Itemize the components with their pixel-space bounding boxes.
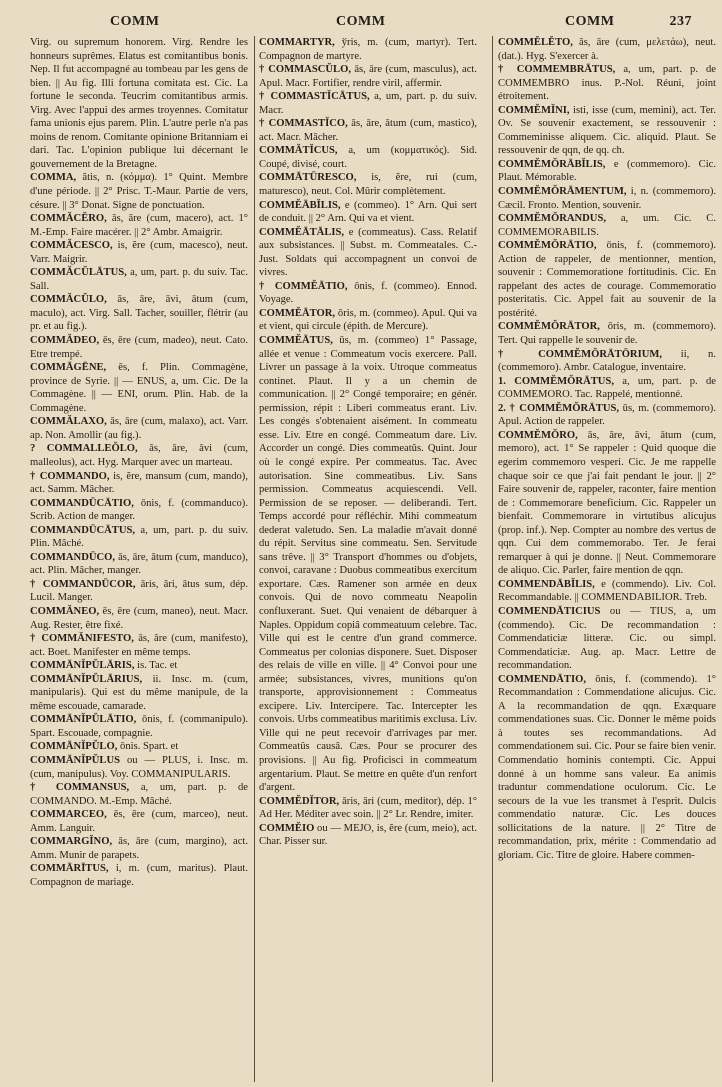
dictionary-entry: [259, 171, 477, 198]
entry-definition: āris, āri (cum, meditor), dép. 1° Ad Her. Méditer avec soin. || 2° Lr. Rendre, imiter.: [259, 795, 477, 821]
dictionary-entry: [30, 740, 248, 754]
entry-headword: † COMMASTĬCĀTUS,: [259, 91, 370, 103]
entry-headword: COMMĂCĔRO,: [30, 213, 107, 225]
entry-headword: † COMMĂNIFESTO,: [30, 633, 134, 645]
entry-headword: COMMĔDĬTOR,: [259, 795, 340, 807]
entry-headword: COMMĔMŎRANDUS,: [498, 213, 606, 225]
entry-headword: COMMĂDEO,: [30, 335, 100, 347]
entry-headword: COMMĔMŎRĀMENTUM,: [498, 186, 627, 198]
dictionary-entry: [30, 862, 248, 889]
dictionary-entry: [30, 36, 248, 171]
entry-headword: COMMĂNEO,: [30, 605, 100, 617]
entry-definition: a, um (κομματικός). Sid. Coupé, divisé, court.: [259, 145, 477, 170]
entry-definition: e (commendo). Liv. Col. Recommandable. || COMMENDABILIOR. Treb.: [498, 578, 716, 604]
entry-headword: COMMANDŪCO,: [30, 551, 116, 563]
dictionary-entry: [30, 835, 248, 862]
entry-headword: † COMMASCŬLO,: [259, 64, 351, 76]
dictionary-entry: [30, 713, 248, 740]
entry-definition: ās, āre, āvi, ātum (cum, memoro), act. 1° Se rappeler : Quid quoque die egerim commemoro vesperi. Cic. Je me rappelle chaque soir ce que j'ai fait pendant le jour. || 2° Faire souvenir de, rappeler, raconter, faire mention de : Commemorare beneficium. Cic. Rappeler un bienfait. Commemorare in virtutibus alicujus (prop. inf.). Nep. Compter au nombre des vertus de qqn. Cui dem commemorabo. Ter. Je ferai remarquer à qui je donne. || Neut. Commemorare de aliquo. Cic. Parler, faire mention de qqn.: [498, 429, 716, 577]
entry-definition: a, um, part. p. de COMMEMBRO inus. P.-Nol. Réuni, joint étroitement.: [498, 64, 716, 103]
entry-headword: COMMĔLĔTO,: [498, 37, 573, 48]
entry-headword: COMMĔMŎRĀTOR,: [498, 321, 600, 333]
entry-definition: ēs, f. Plin. Commagène, province de Syrie. || — ENUS, a, um. Cic. De la Commagène. || — ENI, orum. Plin. Hab. de la Commagène.: [30, 362, 248, 414]
entry-headword: † COMMEMBRĀTUS,: [498, 64, 616, 76]
entry-definition: is. Tac. et: [137, 660, 178, 672]
dictionary-entry: [259, 334, 477, 795]
entry-headword: † COMMANSUS,: [30, 782, 130, 794]
entry-headword: 1. COMMĔMŎRĀTUS,: [498, 375, 614, 387]
entry-headword: COMMĂLAXO,: [30, 416, 107, 428]
entry-definition: e (commemoro). Cic. Plaut. Mémorable.: [498, 158, 716, 184]
entry-definition: ēs, ēre (cum, maneo), neut. Macr. Aug. Rester, être fixé.: [30, 605, 248, 631]
dictionary-entry: [259, 822, 477, 849]
dictionary-entry: [30, 212, 248, 239]
dictionary-entry: [498, 605, 716, 673]
entry-headword: COMMANDŪCĀTUS,: [30, 524, 136, 536]
running-head-left: COMM: [110, 14, 160, 29]
entry-definition: ōnis, f. (commanduco). Scrib. Action de manger.: [30, 497, 248, 523]
entry-definition: ōris, m. (commemoro). Tert. Qui rappelle le souvenir de.: [498, 321, 716, 347]
dictionary-entry: [30, 415, 248, 442]
entry-headword: † COMMASTĬCO,: [259, 118, 348, 130]
entry-headword: COMMARGĬNO,: [30, 836, 113, 848]
column-divider: [492, 36, 493, 1082]
entry-definition: ās, āre (cum, macero), act. 1° M.-Emp. Faire macérer. || 2° Ambr. Amaigrir.: [30, 213, 248, 238]
entry-definition: a, um, part. p. de COMMANDO. M.-Emp. Mâché.: [30, 782, 248, 807]
entry-headword: COMMENDĀTICIUS: [498, 605, 601, 617]
entry-definition: is, ĕre (cum, macesco), neut. Varr. Maigrir.: [30, 240, 248, 265]
dictionary-entry: [259, 36, 477, 63]
dictionary-entry: [30, 754, 248, 781]
entry-headword: COMMĀTŪRESCO,: [259, 172, 357, 184]
entry-definition: ās, āre, āvi, ātum (cum, maculo), act. Virg. Sall. Tacher, souiller, flétrir (au pr. et au fig.).: [30, 294, 248, 333]
entry-definition: ās, āre, ātum (cum, mastico), act. Macr. Mâcher.: [259, 118, 477, 143]
entry-definition: ou — TIUS, a, um (commendo). Cic. De recommandation : Commendaticiæ litteræ. Cic. ou simpl. Commendaticiæ. Aug. ap. Macr. Lettre de recommandation.: [498, 605, 716, 672]
page-number: 237: [669, 14, 692, 29]
dictionary-entry: [30, 171, 248, 212]
dictionary-entry: [498, 375, 716, 402]
entry-headword: † COMMANDŪCOR,: [30, 578, 136, 590]
running-head-center: COMM: [336, 14, 386, 29]
entry-definition: ii, n. (commemoro). Ambr. Catalogue, inventaire.: [498, 348, 716, 374]
entry-headword: COMMĀNĬPŬLĀRIUS,: [30, 673, 143, 685]
entry-definition: ās, āre (cum, margino), act. Amm. Munir de parapets.: [30, 836, 248, 861]
entry-headword: COMMĀRĪTUS,: [30, 863, 109, 875]
entry-definition: ēs, ēre (cum, madeo), neut. Cato. Etre trempé.: [30, 335, 248, 360]
entry-definition: is, ĕre, mansum (cum, mando), act. Samm. Mâcher.: [30, 470, 248, 496]
entry-definition: ās, āre (cum, μελετάω), neut. (dat.). Hyg. S'exercer à.: [498, 37, 716, 62]
column-3: [498, 36, 716, 1082]
entry-headword: COMMARTYR,: [259, 37, 335, 48]
entry-definition: a, um, part. p. du suiv. Tac. Sall.: [30, 267, 248, 292]
dictionary-entry: [498, 185, 716, 212]
dictionary-entry: [498, 320, 716, 347]
entry-headword: † COMMĔMŎRĀTŌRIUM,: [498, 348, 663, 360]
text-columns: [30, 36, 716, 1082]
page-header: [30, 14, 692, 36]
dictionary-entry: [30, 578, 248, 605]
entry-definition: i, n. (commemoro). Cæcil. Fronto. Mention, souvenir.: [498, 186, 716, 211]
dictionary-entry: [259, 90, 477, 117]
entry-definition: ōnis, f. (commendo). 1° Recommandation : Commendatione alicujus. Cic. A la recommandation de qqn. Exæquare commendationes suas. Cic. Donner le même poids à toutes ses recommandations. Ad commendationem sui. Cic. Pour se faire bien venir. Commendatio hominis contempti. Cic. Appui donné à un homme sans valeur. Ea animis traduntur commendatione oculorum. Cic. Le secours de la vue les transmet à l'esprit. Dulcis commendatio naturæ. Cic. Les douces sollicitations de la nature. || 2° Titre de recommandation, prix, mérite : Commendatio ad gloriam. Cic. Titre de gloire. Habere commen-: [498, 673, 716, 861]
entry-definition: ōnis, f. (commemoro). Action de rappeler, de mentionner, mention, souvenir : Commemoratione fortitudinis. Cic. En rappelant des actes de courage. Commemoratio posteritatis. Cic. Appel fait au souvenir de la postérité.: [498, 240, 716, 319]
entry-headword: COMMĔMŎRO,: [498, 429, 578, 441]
entry-headword: COMMĀNĬPŬLĀRIS,: [30, 660, 135, 672]
entry-headword: COMMANDŪCĀTIO,: [30, 497, 134, 509]
dictionary-entry: [259, 144, 477, 171]
entry-headword: COMMĔĀBĬLIS,: [259, 199, 341, 211]
entry-definition: ōnis, f. (commeo). Ennod. Voyage.: [259, 280, 477, 306]
entry-definition: ătis, n. (κόμμα). 1° Quint. Membre d'une période. || 2° Prisc. T.-Maur. Partie de vers, césure. || 3° Donat. Signe de ponctuation.: [30, 172, 248, 211]
entry-headword: † COMMĔĀTIO,: [259, 280, 348, 292]
entry-headword: ? COMMALLEŎLO,: [30, 443, 138, 455]
entry-headword: COMMĀGĒNE,: [30, 362, 107, 374]
entry-headword: 2. † COMMĔMŎRĀTUS,: [498, 402, 620, 414]
dictionary-entry: [30, 632, 248, 659]
entry-definition: ūs, m. (commeo) 1° Passage, allée et venue : Commeatum vocis exercere. Pall. Livrer un passage à la voix. Utroque commeatus continet. Plaut. Il y a un chemin de communication. || 2° Congé temporaire; en génér. permission, répit : Liberi commeatus erant. Liv. Les congés s'obtenaient aisément. In commeatu esse. Liv. Etre en congé. Commeatum dare. Liv. Accorder un congé. Dies commeatûs. Quint. Jour où le congé expire. Per commeatus. Tac. Avec autorisation. Sine commeatibus. Liv. Sans permission. Commeatus acquiescendi. Vell. Permission de se reposer. — deliberandi. Tert. Temps accordé pour réfléchir. Mihi commeatum dederat valetudo. Sen. La maladie m'avait donné du répit. Servitus sine commeatu. Sen. Servitude sans trêve. || 3° Transport d'hommes ou d'objets, convoi, caravane : Duobus commeatibus exercitum exportare. Cæs. Ramener son armée en deux convois. Qui de novo commeatu Neapolin confluxerant. Suet. Qui venaient de débarquer à Naples. Oppidum copiâ commeatuum celebre. Tac. Ville qui est le centre d'un grand commerce. Commeatus per colonias disponere. Suet. Disposer des relais de ville en ville. || 4° Convoi pour une armée; subsistances, vivres, munitions qu'on transporte, approvisionnement : Commeatus excipere. Liv. Intercipere. Tac. Intercepter les convois. Urbs commeatibus maritimis exclusa. Liv. Ville qui ne peut recevoir d'arrivages par mer. Commeatûs causâ. Cæs. Pour se procurer des provisions. || Au fig. Proficisci in commeatum argentarium. Plaut. Se mettre en quête d'un renfort d'argent.: [259, 335, 477, 794]
dictionary-entry: [30, 808, 248, 835]
column-divider: [254, 36, 255, 1082]
entry-definition: a, um, part. p. de COMMEMORO. Tac. Rappelé, mentionné.: [498, 375, 716, 401]
entry-headword: COMMĂCŬLĀTUS,: [30, 267, 127, 279]
dictionary-entry: [259, 795, 477, 822]
entry-headword: COMMĂCESCO,: [30, 240, 113, 252]
entry-definition: ās, āre (cum, manifesto), act. Boet. Manifester en même temps.: [30, 633, 248, 658]
entry-definition: a, um. Cic. C. COMMEMORABILIS.: [498, 213, 716, 238]
entry-headword: COMMENDĀTIO,: [498, 673, 586, 685]
entry-definition: ii. Insc. m. (cum, manipularis). Qui est du même manipule, de la même escouade, camarade.: [30, 673, 248, 712]
entry-definition: is, ĕre, rui (cum, maturesco), neut. Col. Mûrir complètement.: [259, 172, 477, 198]
entry-definition: Virg. ou supremum honorem. Virg. Rendre les honneurs suprêmes. Elatus est comitantibus bonis. Nep. Il fut accompagné au tombeau par les gens de bien. || Au fig. Illi fortuna comitata est. Cic. La fortune le seconda. Teucrim comitantibus armis. Virg. Avec l'appui des armes troyennes. Comitatur fama unionis ejus parem. Plin. L'autre perle n'a pas moins de renom. Comitante opinione Britanniam ei dari. Tac. L'opinion publique lui décernant le gouvernement de la Bretagne.: [30, 37, 248, 170]
dictionary-entry: [498, 348, 716, 375]
entry-headword: COMMĂTĬCUS,: [259, 145, 338, 157]
entry-definition: a, um, part. p. du suiv. Plin. Mâché.: [30, 524, 248, 550]
entry-headword: COMMĀNĬPŬLĀTIO,: [30, 714, 137, 726]
dictionary-entry: [30, 442, 248, 469]
dictionary-entry: [259, 226, 477, 280]
entry-definition: ās, āre, āvi (cum, malleolus), act. Hyg. Marquer avec un marteau.: [30, 443, 248, 468]
dictionary-entry: [30, 551, 248, 578]
entry-headword: COMMĂCŬLO,: [30, 294, 107, 306]
entry-definition: e (commeatus). Cass. Relatif aux subsistances. || Subst. m. Commeatales. C.-Just. Soldats qui accompagnent un convoi de vivres.: [259, 226, 477, 279]
dictionary-entry: [498, 104, 716, 158]
entry-definition: ōris, m. (commeo). Apul. Qui va et vient, qui circule (épith. de Mercure).: [259, 307, 477, 333]
dictionary-entry: [498, 158, 716, 185]
dictionary-entry: [30, 781, 248, 808]
dictionary-entry: [30, 470, 248, 497]
dictionary-entry: [30, 605, 248, 632]
entry-headword: COMMĔĀTĀLIS,: [259, 226, 345, 238]
entry-definition: ās, āre, ātum (cum, manduco), act. Plin. Mâcher, manger.: [30, 551, 248, 577]
dictionary-entry: [498, 578, 716, 605]
entry-definition: ēs, ēre (cum, marceo), neut. Amm. Languir.: [30, 809, 248, 834]
dictionary-entry: [30, 239, 248, 266]
entry-definition: āris, āri, ātus sum, dép. Lucil. Manger.: [30, 578, 248, 604]
entry-definition: ou — PLUS, i. Insc. m. (cum, manipulus). Voy. COMMANIPULARIS.: [30, 754, 248, 780]
dictionary-entry: [498, 212, 716, 239]
dictionary-entry: [30, 266, 248, 293]
running-head-right: COMM: [565, 14, 615, 29]
entry-definition: ōnis. Spart. et: [120, 741, 179, 753]
entry-definition: e (commeo). 1° Arn. Qui sert de conduit. || 2° Arn. Qui va et vient.: [259, 199, 477, 225]
entry-definition: a, um, part. p. du suiv. Macr.: [259, 91, 477, 116]
dictionary-entry: [259, 117, 477, 144]
dictionary-entry: [259, 280, 477, 307]
entry-headword: COMMĀNĬPŬLO,: [30, 741, 118, 753]
column-2: [259, 36, 477, 1082]
dictionary-entry: [498, 429, 716, 578]
dictionary-entry: [498, 36, 716, 63]
dictionary-entry: [259, 199, 477, 226]
entry-definition: ōnis, f. (commanipulo). Spart. Escouade, compagnie.: [30, 714, 248, 739]
entry-headword: COMMARCEO,: [30, 809, 107, 821]
dictionary-entry: [30, 659, 248, 673]
entry-definition: i, m. (cum, maritus). Plaut. Compagnon de mariage.: [30, 863, 248, 888]
entry-headword: COMMENDĀBĬLIS,: [498, 578, 595, 590]
column-1: [30, 36, 248, 1082]
dictionary-entry: [259, 307, 477, 334]
dictionary-entry: [259, 63, 477, 90]
dictionary-entry: [30, 497, 248, 524]
entry-definition: ou — MEJO, is, ĕre (cum, meio), act. Char. Pisser sur.: [259, 822, 477, 848]
dictionary-entry: [30, 524, 248, 551]
entry-headword: COMMĔĀTOR,: [259, 307, 336, 319]
entry-headword: † COMMANDO,: [30, 470, 110, 482]
entry-definition: isti, isse (cum, memini), act. Ter. Ov. Se souvenir exactement, se ressouvenir : Commeminisse aliquem. Cic. aliquid. Plaut. Se ressouvenir de qqn, de qq. ch.: [498, 104, 716, 157]
dictionary-entry: [30, 334, 248, 361]
entry-definition: ūs, m. (commemoro). Apul. Action de rappeler.: [498, 402, 716, 428]
dictionary-entry: [498, 239, 716, 320]
dictionary-entry: [30, 673, 248, 714]
entry-definition: ās, āre (cum, masculus), act. Apul. Macr. Fortifier, rendre viril, affermir.: [259, 64, 477, 89]
entry-headword: COMMĔMĬNI,: [498, 104, 570, 116]
entry-headword: COMMĔMŎRĀBĬLIS,: [498, 158, 606, 170]
entry-definition: ўris, m. (cum, martyr). Tert. Compagnon de martyre.: [259, 37, 477, 62]
entry-headword: COMMĔĀTUS,: [259, 335, 333, 347]
dictionary-entry: [498, 63, 716, 104]
dictionary-entry: [498, 402, 716, 429]
entry-headword: COMMĔIO: [259, 822, 315, 834]
dictionary-entry: [30, 293, 248, 334]
dictionary-entry: [30, 361, 248, 415]
dictionary-entry: [498, 673, 716, 863]
entry-headword: COMMA,: [30, 172, 77, 184]
entry-headword: COMMĀNĬPŬLUS: [30, 754, 121, 766]
entry-definition: ās, āre (cum, malaxo), act. Varr. ap. Non. Amollir (au fig.).: [30, 416, 248, 441]
entry-headword: COMMĔMŎRĀTIO,: [498, 240, 597, 252]
